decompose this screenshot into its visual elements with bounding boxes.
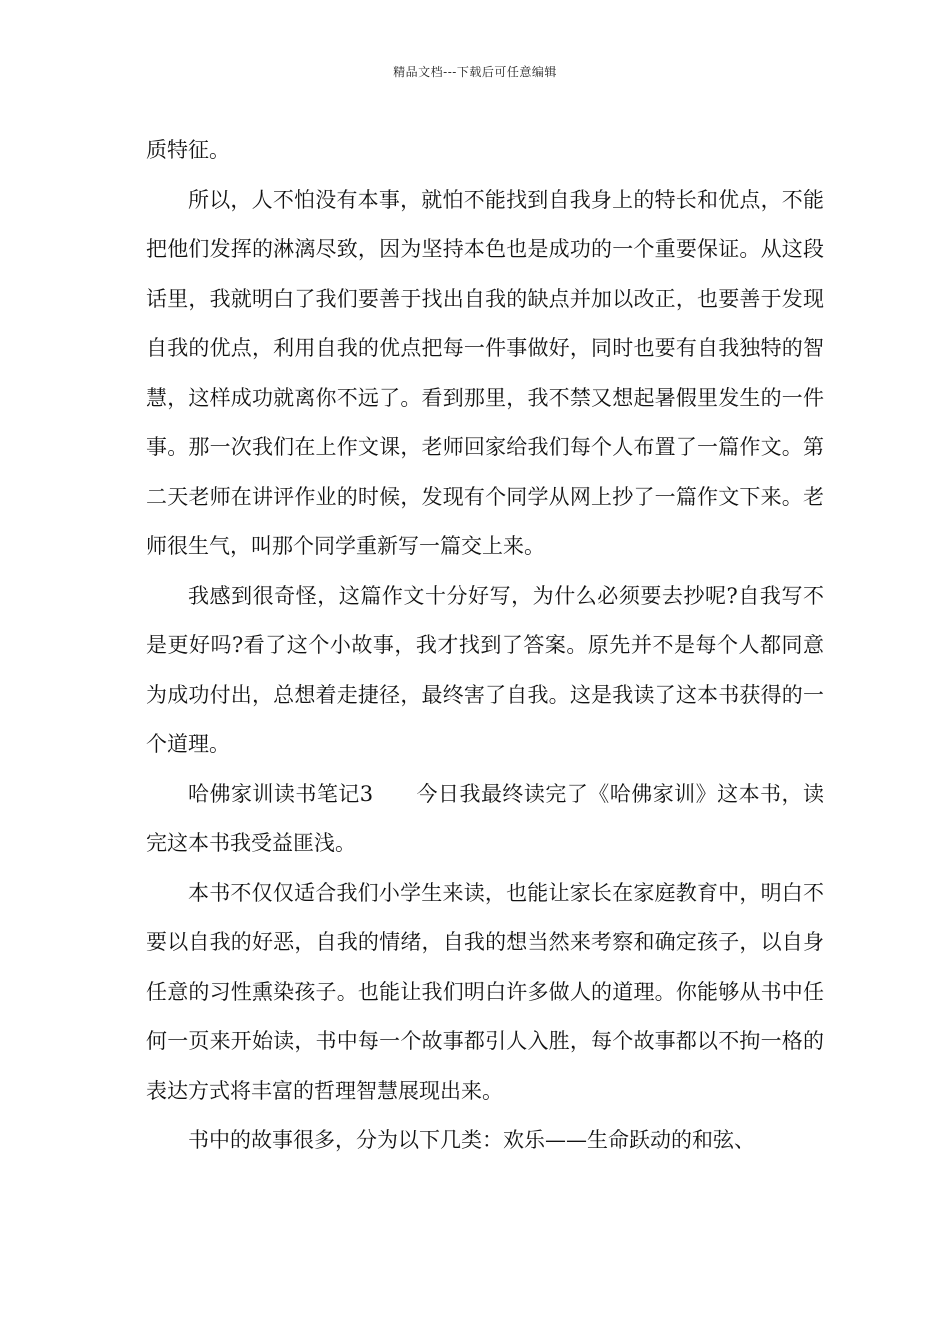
document-body <box>146 126 824 1166</box>
paragraph-5: 本书不仅仅适合我们小学生来读，也能让家长在家庭教育中，明白不要以自我的好恶，自我的情绪，自我的想当然来考察和确定孩子，以自身任意的习性熏染孩子。也能让我们明白许多做人的道理。你能够从书中任何一页来开始读，书中每一个故事都引人入胜，每个故事都以不拘一格的表达方式将丰富的哲理智慧展现出来。 <box>146 880 824 1103</box>
paragraph-2: 所以，人不怕没有本事，就怕不能找到自我身上的特长和优点，不能把他们发挥的淋漓尽致，因为坚持本色也是成功的一个重要保证。从这段话里，我就明白了我们要善于找出自我的缺点并加以改正，也要善于发现自我的优点，利用自我的优点把每一件事做好，同时也要有自我独特的智慧，这样成功就离你不远了。看到那里，我不禁又想起暑假里发生的一件事。那一次我们在上作文课，老师回家给我们每个人布置了一篇作文。第二天老师在讲评作业的时候，发现有个同学从网上抄了一篇作文下来。老师很生气，叫那个同学重新写一篇交上来。 <box>146 187 824 558</box>
paragraph-1: 质特征。 <box>146 138 230 162</box>
page-header: 精品文档---下载后可任意编辑 <box>393 65 557 79</box>
paragraph-4: 哈佛家训读书笔记3 今日我最终读完了《哈佛家训》这本书，读完这本书我受益匪浅。 <box>146 781 824 855</box>
paragraph-3: 我感到很奇怪，这篇作文十分好写，为什么必须要去抄呢?自我写不是更好吗?看了这个小故事，我才找到了答案。原先并不是每个人都同意为成功付出，总想着走捷径，最终害了自我。这是我读了这本书获得的一个道理。 <box>146 583 824 756</box>
paragraph-6: 书中的故事很多，分为以下几类：欢乐——生命跃动的和弦、 <box>188 1128 755 1152</box>
